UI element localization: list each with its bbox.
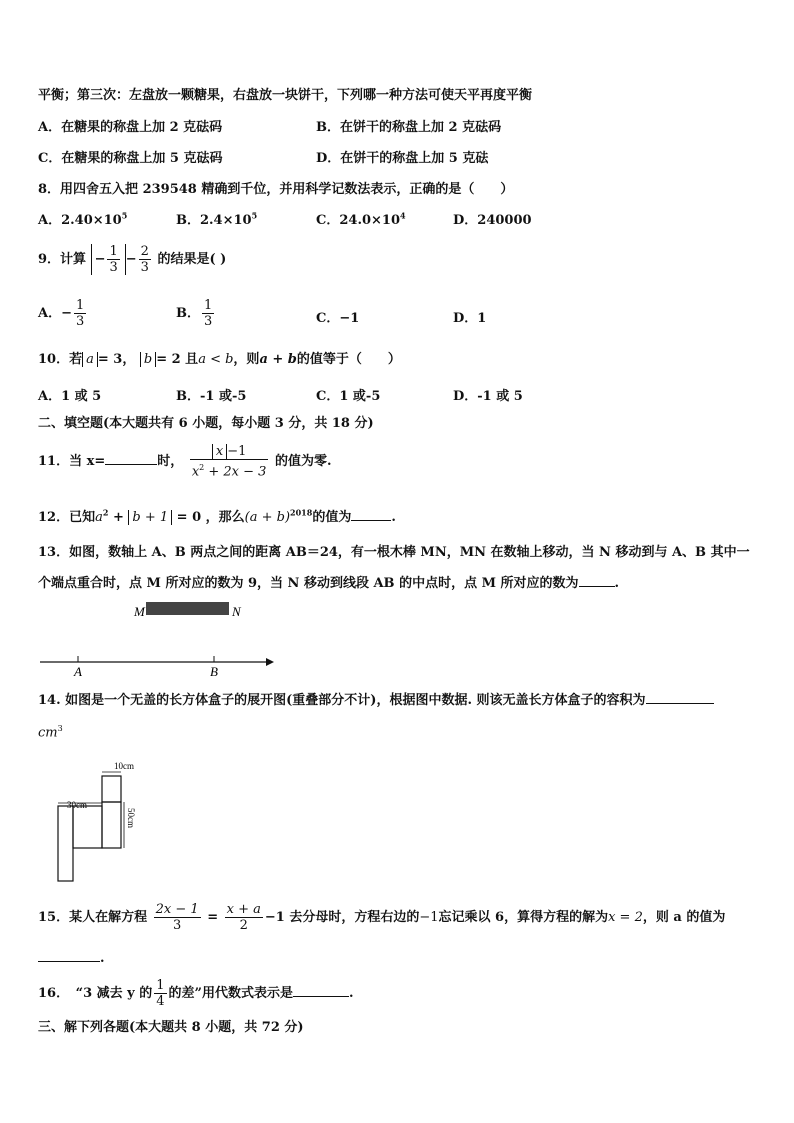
stick-mn [146, 602, 229, 615]
q10-option-d: D．-1 或 5 [453, 389, 523, 404]
q14-box-net-figure [40, 756, 140, 886]
dim-50cm-label: 50cm [126, 808, 136, 828]
q15-answer-line: . [38, 951, 105, 966]
q9-abs-expression: − $\frac{1}{3}$ [91, 244, 126, 275]
axis-arrow-icon [266, 658, 274, 666]
q10-option-c: C．1 或-5 [316, 389, 381, 404]
section-3-heading: 三、解下列各题(本大题共 8 小题，共 72 分) [38, 1020, 304, 1035]
q7-option-c: C．在糖果的称盘上加 5 克砝码 [38, 151, 223, 166]
q9-option-d: D．1 [453, 311, 487, 326]
point-b-label: B [210, 664, 218, 678]
q14-line-1: 14. 如图是一个无盖的长方体盒子的展开图(重叠部分不计)，根据图中数据. 则该无盖长方体盒子的容积为 [38, 689, 714, 708]
q7-option-a: A．在糖果的称盘上加 2 克砝码 [38, 120, 223, 135]
q10-option-a: A．1 或 5 [38, 389, 102, 404]
point-a-label: A [74, 664, 82, 678]
q8-option-d: D．240000 [453, 213, 532, 228]
q7-option-d: D．在饼干的称盘上加 5 克砝 [316, 151, 489, 166]
q8-option-b: B．$2.4\times 10^5$ [176, 210, 258, 228]
q8-stem: 8．用四舍五入把 239548 精确到千位，并用科学记数法表示，正确的是（ ） [38, 182, 514, 197]
q8-option-c: C．$24.0\times 10^4$ [316, 210, 406, 228]
q9-option-b: B． $\frac{1}{3}$ [176, 298, 213, 329]
q9-stem: 9．计算 − $\frac{1}{3}$ − $\frac{2}{3}$ 的结果是( ) [38, 244, 227, 275]
q13-line-1: 13．如图，数轴上 A、B 两点之间的距离 AB＝24，有一根木棒 MN，MN 在数轴上移动，当 N 移动到与 A、B 其中一 [38, 545, 750, 560]
q9-option-c: C．−1 [316, 311, 360, 326]
q10-stem: 10．若 a = 3， b = 2 且a < b，则a + b的值等于（ ） [38, 352, 401, 367]
q16-stem: 16． “3 减去 y 的 $\frac{1}{4}$ 的差”用代数式表示是 . [38, 978, 354, 1009]
q13-line-2: 个端点重合时，点 M 所对应的数为 9，当 N 移动到线段 AB 的中点时，点 M 所对应的数为 . [38, 576, 620, 591]
q12-stem: 12．已知$a^2 + b + 1 = 0$ ，那么$(a + b)^{2018}$的值为 . [38, 507, 396, 525]
q15-stem: 15．某人在解方程 $\frac{2x - 1}{3}$ = $\frac{x + a}{2}$ −1 去分母时，方程右边的−1忘记乘以 6，算得方程的解为x = 2，则 a 的值为 [38, 902, 726, 933]
q14-unit: $cm^3$ [38, 724, 63, 741]
q8-option-a: A．$2.40\times 10^5$ [38, 210, 128, 228]
dim-30cm-label: 30cm [67, 800, 87, 810]
point-m-label: M [134, 604, 145, 619]
q11-stem: 11．当 x= 时， $\frac{x -1}{x^2 + 2x - 3}$ 的值为零. [38, 444, 332, 480]
section-2-heading: 二、填空题(本大题共有 6 小题，每小题 3 分，共 18 分) [38, 416, 374, 431]
q13-number-line-figure [38, 596, 288, 678]
q7-option-b: B．在饼干的称盘上加 2 克砝码 [316, 120, 502, 135]
intro-line: 平衡；第三次：左盘放一颗糖果，右盘放一块饼干，下列哪一种方法可使天平再度平衡 [38, 88, 533, 103]
dim-10cm-label: 10cm [114, 761, 134, 771]
q9-option-a: A．− $\frac{1}{3}$ [38, 298, 85, 329]
point-n-label: N [232, 604, 241, 619]
q10-option-b: B．-1 或-5 [176, 389, 247, 404]
